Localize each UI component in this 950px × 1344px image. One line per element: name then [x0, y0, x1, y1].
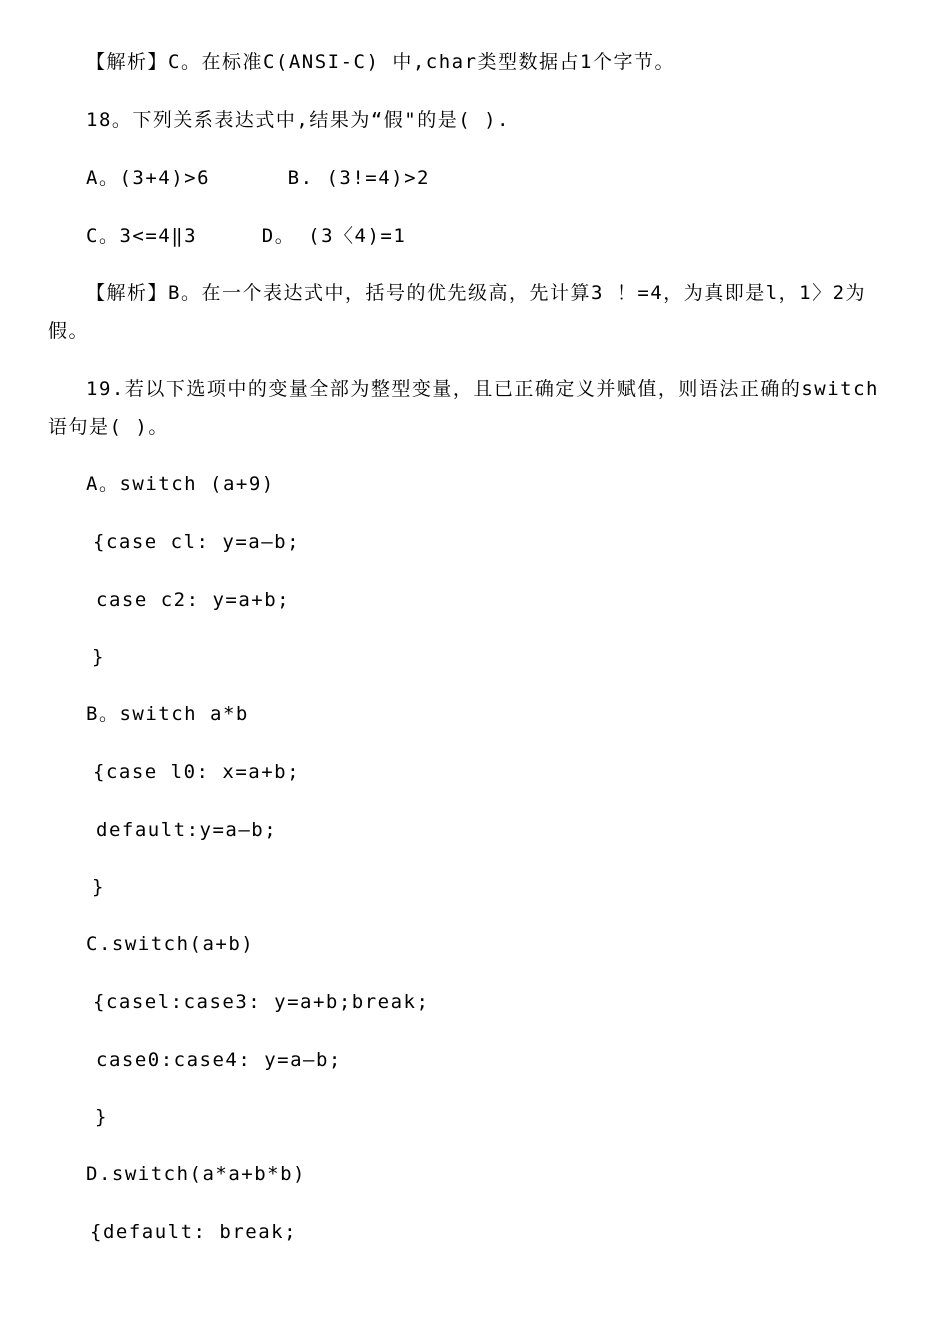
q19-stem: 19.若以下选项中的变量全部为整型变量，且已正确定义并赋值，则语法正确的switch语句是( )。 — [48, 378, 879, 438]
q19-option-a-code-line: {case cl: y=a—b; — [93, 531, 301, 553]
q19-option-d-header: D.switch(a*a+b*b) — [86, 1163, 306, 1185]
q18-options-ab: A。(3+4)>6 B. (3!=4)>2 — [86, 167, 430, 189]
q19-option-b-header: B。switch a*b — [86, 703, 249, 725]
q18-options-cd: C。3<=4‖3 D。 (3〈4)=1 — [86, 225, 407, 247]
q19-option-a-code-line: case c2: y=a+b; — [96, 589, 291, 611]
q19-option-b-code-line: {case l0: x=a+b; — [93, 761, 301, 783]
q19-option-a-code-line: } — [92, 646, 105, 668]
q19-option-b-code-line: } — [92, 876, 105, 898]
q19-option-c-code-line: case0:case4: y=a—b; — [96, 1049, 342, 1071]
q19-option-c-header: C.switch(a+b) — [86, 933, 255, 955]
q19-option-c-code-line: {casel:case3: y=a+b;break; — [93, 991, 430, 1013]
q19-option-c-code-line: } — [95, 1106, 108, 1128]
q19-option-d-code-line: {default: break; — [90, 1221, 298, 1243]
q18-analysis: 【解析】B。在一个表达式中，括号的优先级高，先计算3 ！=4，为真即是l，1〉2为假。 — [48, 282, 867, 342]
q17-analysis: 【解析】C。在标准C(ANSI-C) 中,char类型数据占1个字节。 — [86, 51, 675, 73]
q19-option-b-code-line: default:y=a—b; — [96, 819, 278, 841]
q18-stem: 18。下列关系表达式中,结果为“假"的是( ). — [86, 109, 510, 131]
q19-option-a-header: A。switch (a+9) — [86, 473, 275, 495]
